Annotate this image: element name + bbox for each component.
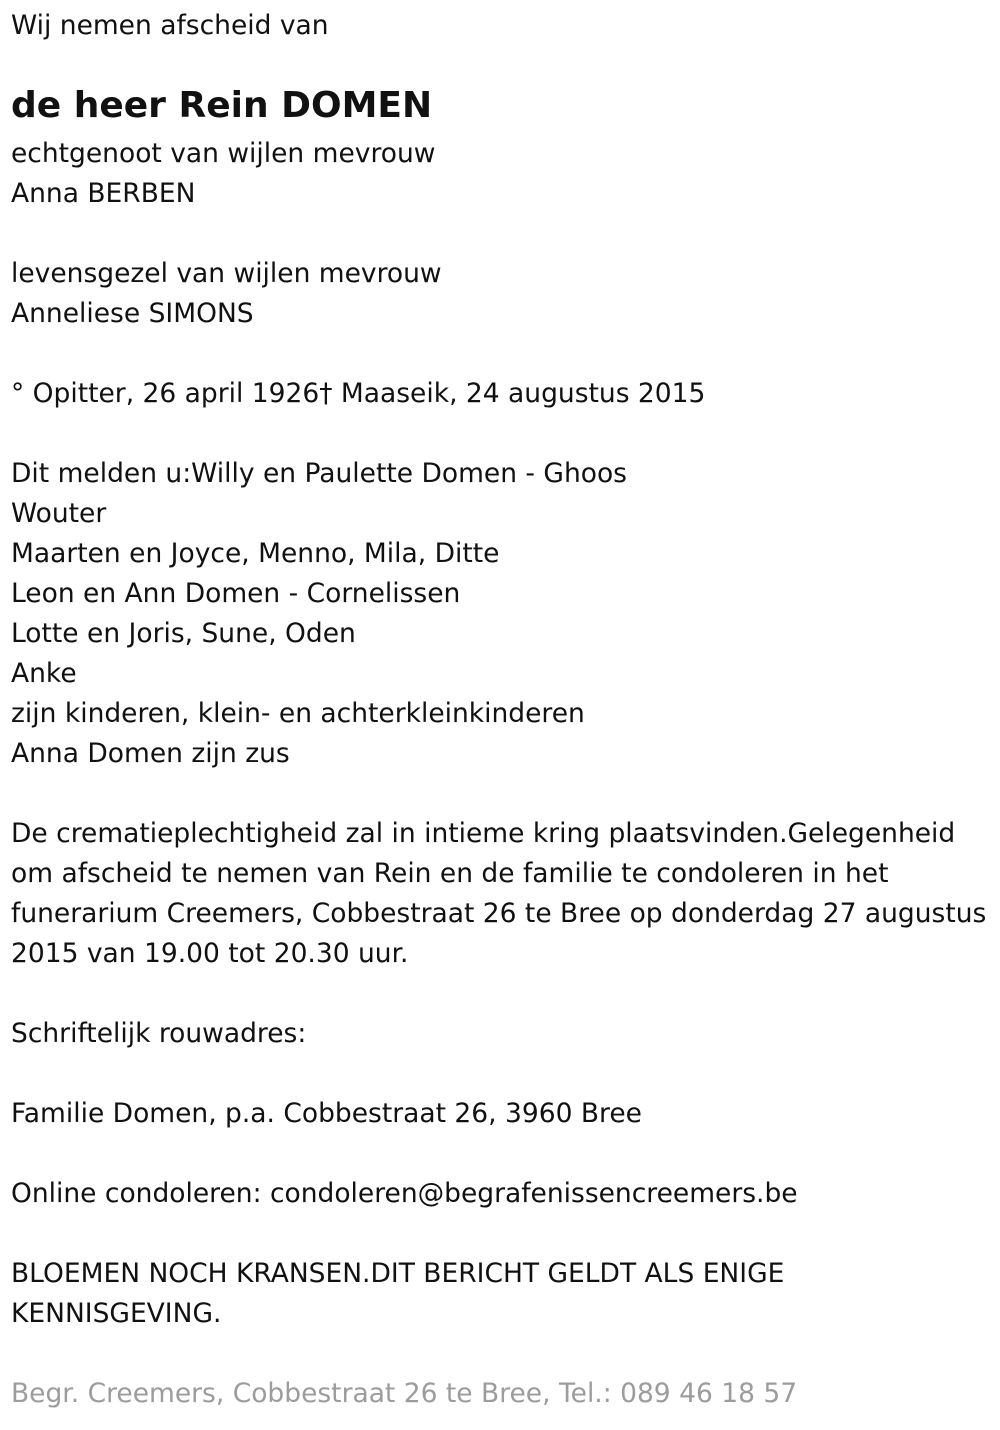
ceremony-line: 2015 van 19.00 tot 20.30 uur.	[11, 938, 409, 969]
ceremony-line: om afscheid te nemen van Rein en de familie te condoleren in het	[11, 858, 889, 889]
partner-name: Anneliese SIMONS	[11, 298, 254, 329]
family-line: Leon en Ann Domen - Cornelissen	[11, 578, 461, 609]
spouse-name: Anna BERBEN	[11, 178, 196, 209]
ceremony-line: De crematieplechtigheid zal in intieme kring plaatsvinden.Gelegenheid	[11, 818, 956, 849]
mourning-address: Familie Domen, p.a. Cobbestraat 26, 3960 Bree	[11, 1098, 642, 1129]
notice-line: KENNISGEVING.	[11, 1298, 222, 1329]
online-condolence: Online condoleren: condoleren@begrafenissencreemers.be	[11, 1178, 798, 1209]
ceremony-line: funerarium Creemers, Cobbestraat 26 te Bree op donderdag 27 augustus	[11, 898, 987, 929]
family-line: Dit melden u:Willy en Paulette Domen - Ghoos	[11, 458, 627, 489]
family-line: Maarten en Joyce, Menno, Mila, Ditte	[11, 538, 500, 569]
funeral-home-footer: Begr. Creemers, Cobbestraat 26 te Bree, Tel.: 089 46 18 57	[11, 1378, 798, 1409]
partner-relation: levensgezel van wijlen mevrouw	[11, 258, 442, 289]
deceased-name: de heer Rein DOMEN	[11, 85, 433, 126]
notice-line: BLOEMEN NOCH KRANSEN.DIT BERICHT GELDT ALS ENIGE	[11, 1258, 785, 1289]
mourning-address-label: Schriftelijk rouwadres:	[11, 1018, 307, 1049]
family-line: Wouter	[11, 498, 107, 529]
family-line: Anna Domen zijn zus	[11, 738, 290, 769]
family-line: Anke	[11, 658, 77, 689]
intro-text: Wij nemen afscheid van	[11, 10, 329, 41]
family-line: Lotte en Joris, Sune, Oden	[11, 618, 356, 649]
family-line: zijn kinderen, klein- en achterkleinkinderen	[11, 698, 585, 729]
birth-death-dates: ° Opitter, 26 april 1926† Maaseik, 24 augustus 2015	[11, 378, 706, 409]
spouse-relation: echtgenoot van wijlen mevrouw	[11, 138, 436, 169]
